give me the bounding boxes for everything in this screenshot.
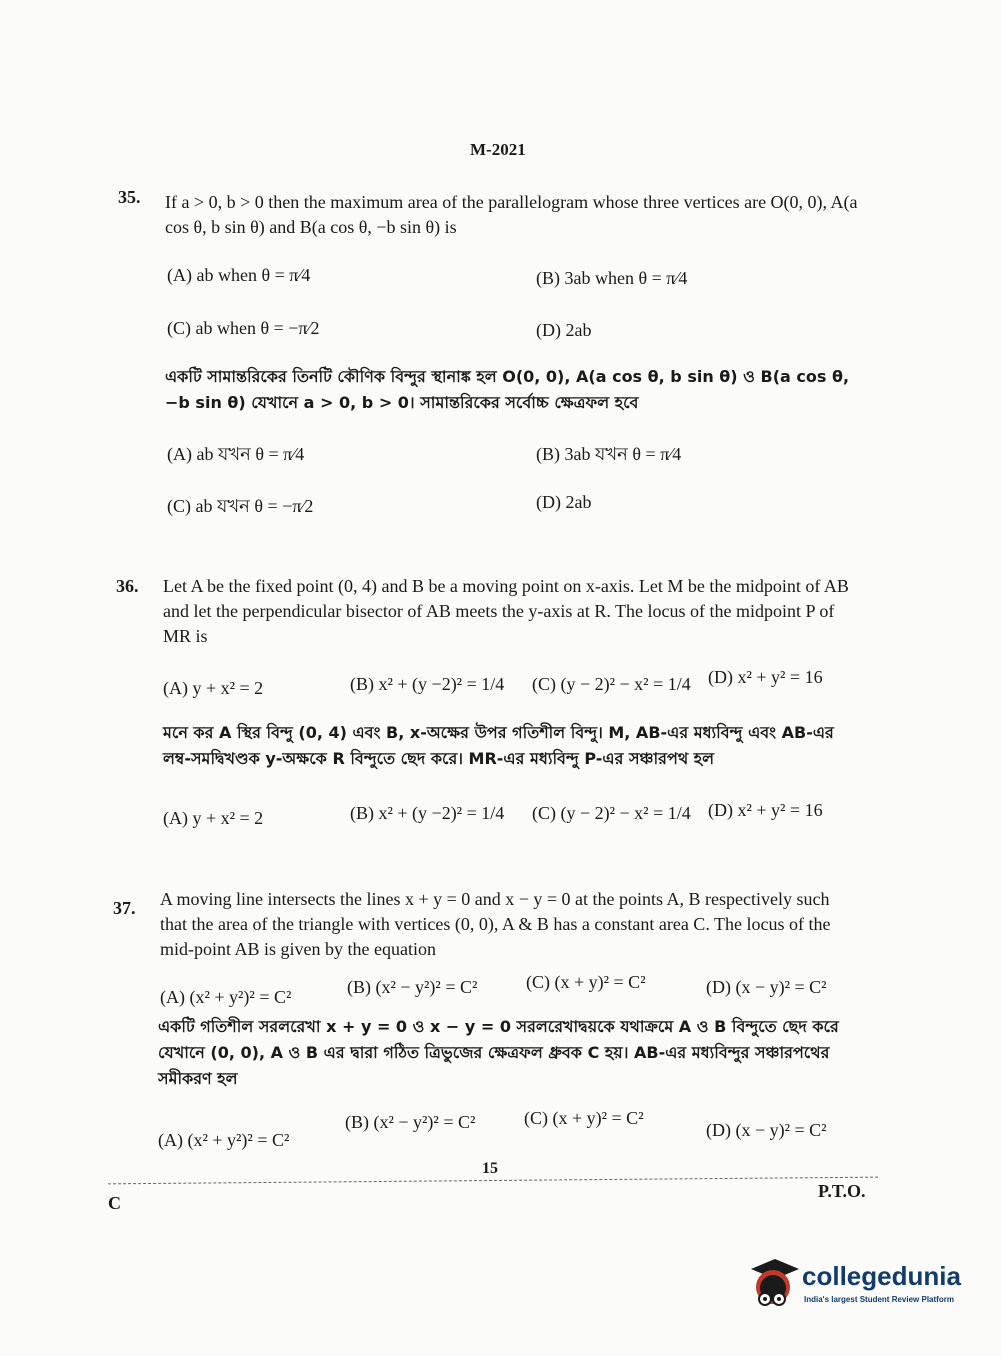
option-c: (C) (y − 2)² − x² = 1/4 [532, 674, 691, 694]
option-a: (A) y + x² = 2 [163, 678, 264, 698]
option-a-bn: (A) ab যখন θ = π⁄4 [167, 444, 305, 464]
option-a-bn: (A) (x² + y²)² = C² [158, 1130, 290, 1150]
option-d-bn: (D) 2ab [536, 492, 592, 512]
option-b: (B) (x² − y²)² = C² [347, 977, 478, 997]
paper-code: M-2021 [470, 140, 526, 159]
logo-tagline: India's largest Student Review Platform [804, 1295, 954, 1304]
option-d-bn: (D) (x − y)² = C² [706, 1120, 827, 1140]
option-d: (D) x² + y² = 16 [708, 667, 823, 687]
option-b-bn: (B) x² + (y −2)² = 1/4 [350, 803, 505, 823]
option-c: (C) ab when θ = −π⁄2 [167, 318, 320, 338]
option-a: (A) ab when θ = π⁄4 [167, 265, 311, 285]
option-a: (A) (x² + y²)² = C² [160, 987, 292, 1007]
collegedunia-logo [745, 1255, 975, 1315]
option-a-bn: (A) y + x² = 2 [163, 808, 264, 828]
option-d: (D) (x − y)² = C² [706, 977, 827, 997]
option-b-bn: (B) 3ab যখন θ = π⁄4 [536, 444, 682, 464]
option-c: (C) (x + y)² = C² [526, 972, 646, 992]
footer-left-mark: C [108, 1193, 121, 1213]
question-number: 35. [118, 187, 141, 207]
option-d-bn: (D) x² + y² = 16 [708, 800, 823, 820]
question-number: 36. [116, 576, 139, 596]
option-c-bn: (C) (x + y)² = C² [524, 1108, 644, 1128]
footer-pto: P.T.O. [818, 1181, 866, 1201]
question-number: 37. [113, 898, 136, 918]
option-c-bn: (C) (y − 2)² − x² = 1/4 [532, 803, 691, 823]
question-text-bn: একটি গতিশীল সরলরেখা x + y = 0 ও x − y = 0 সরলরেখাদ্বয়কে যথাক্রমে A ও B বিন্দুতে ছেদ করে যেখানে (0, 0), A ও B এর দ্বারা গঠিত ত্রিভুজের ক্ষেত্রফল ধ্রুবক C হয়। AB-এর মধ্যবিন্দুর সঞ্চারপথের সমীকরণ হল [158, 1017, 839, 1088]
option-c-bn: (C) ab যখন θ = −π⁄2 [167, 496, 314, 516]
question-text-bn: একটি সামান্তরিকের তিনটি কৌণিক বিন্দুর স্থানাঙ্ক হল O(0, 0), A(a cos θ, b sin θ) ও B(a cos θ, −b sin θ) যেখানে a > 0, b > 0। সামান্তরিকের সর্বোচ্চ ক্ষেত্রফল হবে [165, 367, 850, 412]
question-text-en: If a > 0, b > 0 then the maximum area of the parallelogram whose three vertices are O(0, 0), A(a cos θ, b sin θ) and B(a cos θ, −b sin θ) is [165, 192, 858, 237]
option-b-bn: (B) (x² − y²)² = C² [345, 1112, 476, 1132]
question-text-en: Let A be the fixed point (0, 4) and B be a moving point on x-axis. Let M be the midpoint of AB and let the perpendicular bisector of AB meets the y-axis at R. The locus of the midpoint P of MR is [163, 576, 849, 646]
question-text-bn: মনে কর A স্থির বিন্দু (0, 4) এবং B, x-অক্ষের উপর গতিশীল বিন্দু। M, AB-এর মধ্যবিন্দু এবং AB-এর লম্ব-সমদ্বিখণ্ডক y-অক্ষকে R বিন্দুতে ছেদ করে। MR-এর মধ্যবিন্দু P-এর সঞ্চারপথ হল [163, 723, 834, 768]
graduate-icon [745, 1255, 801, 1313]
logo-wordmark: collegedunia [802, 1261, 961, 1291]
option-d: (D) 2ab [536, 320, 592, 340]
option-b: (B) 3ab when θ = π⁄4 [536, 268, 688, 288]
option-b: (B) x² + (y −2)² = 1/4 [350, 674, 505, 694]
page-number: 15 [482, 1160, 498, 1177]
question-text-en: A moving line intersects the lines x + y = 0 and x − y = 0 at the points A, B respectively such that the area of the triangle with vertices (0, 0), A & B has a constant area C. The locus of the mid-point AB is given by the equation [160, 889, 831, 959]
